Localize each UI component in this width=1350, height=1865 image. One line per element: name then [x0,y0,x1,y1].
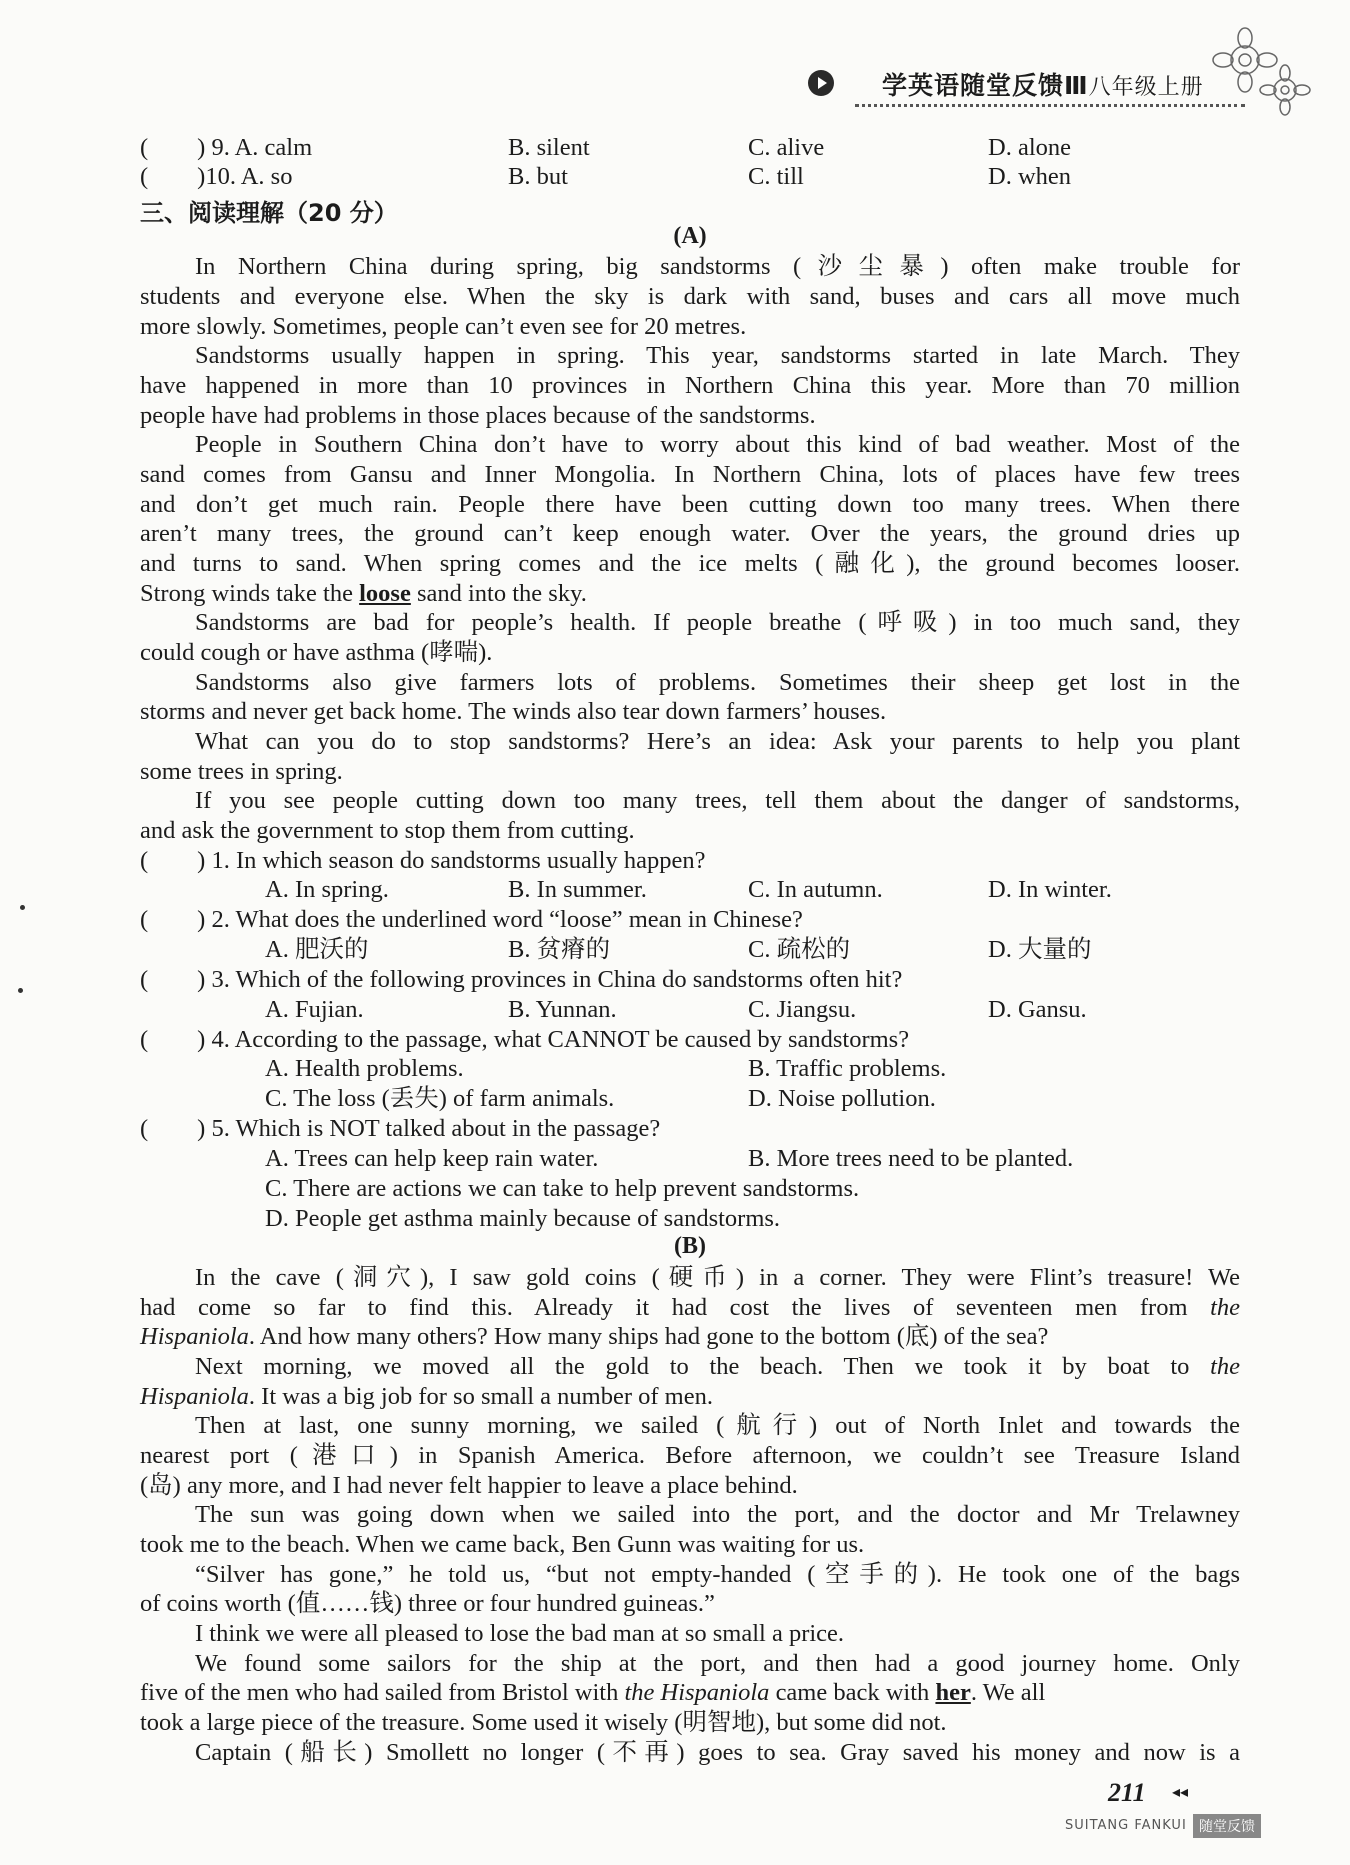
option-c: C. alive [748,134,825,161]
option-a: A. Trees can help keep rain water. [265,1145,599,1172]
section-3-title: 三、阅读理解（20 分） [140,199,398,227]
passage-line: aren’t many trees, the ground can’t keep enough water. Over the years, the ground dries up [140,520,1240,547]
option-c: C. till [748,163,804,190]
passage-line: I think we were all pleased to lose the bad man at so small a price. [195,1620,845,1647]
header-title: 学英语随堂反馈Ⅲ八年级上册 [882,71,1204,100]
question-stem: ( ) 3. Which of the following provinces in China do sandstorms often hit? [140,966,903,993]
passage-line: nearest port (港口) in Spanish America. Before afternoon, we couldn’t see Treasure Island [140,1442,1240,1469]
passage-line: In the cave (洞穴), I saw gold coins (硬币) in a corner. They were Flint’s treasure! We [195,1264,1240,1291]
passage-line: students and everyone else. When the sky is dark with sand, buses and cars all move much [140,283,1240,310]
passage-line: took me to the beach. When we came back, Ben Gunn was waiting for us. [140,1531,865,1558]
option-b: B. silent [508,134,590,161]
scan-mark [20,905,25,910]
question-stem: ( ) 4. According to the passage, what CANNOT be caused by sandstorms? [140,1026,910,1053]
page-number: 211 [1108,1778,1146,1807]
passage-line: took a large piece of the treasure. Some used it wisely (明智地), but some did not. [140,1709,947,1736]
passage-line: Sandstorms usually happen in spring. This year, sandstorms started in late March. They [195,342,1240,369]
option-d: D. In winter. [988,876,1112,903]
passage-line [140,1293,1240,1323]
option-d: D. Gansu. [988,996,1087,1023]
passage-line: and don’t get much rain. People there have been cutting down too many trees. When there [140,491,1240,518]
option-a: A. 肥沃的 [265,936,369,963]
option-d: D. Noise pollution. [748,1085,936,1112]
passage-line: and ask the government to stop them from cutting. [140,817,635,844]
italic-text: the [1210,1353,1241,1380]
option-c: C. There are actions we can take to help prevent sandstorms. [265,1175,860,1202]
passage-line: (岛) any more, and I had never felt happier to leave a place behind. [140,1472,798,1499]
footer-brand-en: SUITANG FANKUI [1065,1818,1187,1833]
text-run: sand into the sky. [416,580,587,607]
option-b: B. In summer. [508,876,647,903]
passage-a-label: (A) [673,223,707,249]
underlined-word-her: her [935,1679,971,1706]
header-subtitle: 八年级上册 [1088,75,1204,100]
footer-brand-cn: 随堂反馈 [1193,1814,1261,1838]
option-c: C. In autumn. [748,876,883,903]
passage-line: Sandstorms are bad for people’s health. If people breathe (呼吸) in too much sand, they [195,609,1240,636]
option-d: D. People get asthma mainly because of sandstorms. [265,1205,781,1232]
option-d: D. 大量的 [988,936,1092,963]
text-run: . We all [970,1679,1046,1706]
passage-line: Captain (船长) Smollett no longer (不再) goes to sea. Gray saved his money and now is a [195,1739,1240,1766]
passage-b-label: (B) [674,1233,706,1259]
option-c: C. 疏松的 [748,936,851,963]
passage-line: People in Southern China don’t have to worry about this kind of bad weather. Most of the [195,431,1240,458]
italic-text: the Hispaniola [624,1679,770,1706]
question-stem: ( ) 5. Which is NOT talked about in the passage? [140,1115,661,1142]
option-b: B. Traffic problems. [748,1055,947,1082]
arrow-left-icon: ◂◂ [1172,1784,1189,1801]
passage-line: Then at last, one sunny morning, we sailed (航行) out of North Inlet and towards the [195,1412,1240,1439]
text-run: . It was a big job for so small a number of men. [248,1383,713,1410]
passage-line: In Northern China during spring, big sandstorms (沙尘暴) often make trouble for [195,253,1240,280]
passage-line: storms and never get back home. The winds also tear down farmers’ houses. [140,698,887,725]
passage-line: sand comes from Gansu and Inner Mongolia. In Northern China, lots of places have few trees [140,461,1240,488]
passage-line [195,1352,1240,1382]
option-a: A. Health problems. [265,1055,464,1082]
passage-line: more slowly. Sometimes, people can’t even see for 20 metres. [140,313,747,340]
text-run: had come so far to find this. Already it had cost the lives of seventeen men from [140,1294,1188,1321]
flower-decoration-icon [1205,20,1315,125]
passage-line: What can you do to stop sandstorms? Here’s an idea: Ask your parents to help you plant [195,728,1240,755]
option-a: A. In spring. [265,876,389,903]
passage-line: If you see people cutting down too many trees, tell them about the danger of sandstorms, [195,787,1240,814]
option-d: D. when [988,163,1072,190]
passage-line: people have had problems in those places because of the sandstorms. [140,402,816,429]
passage-line: Sandstorms also give farmers lots of problems. Sometimes their sheep get lost in the [195,669,1240,696]
option-b: B. 贫瘠的 [508,936,611,963]
passage-line [140,579,587,609]
passage-line: We found some sailors for the ship at the port, and then had a good journey home. Only [195,1650,1240,1677]
play-icon [808,70,834,96]
text-run: Next morning, we moved all the gold to the beach. Then we took it by boat to [195,1353,1190,1380]
option-b: B. More trees need to be planted. [748,1145,1074,1172]
passage-line: have happened in more than 10 provinces in Northern China this year. More than 70 million [140,372,1240,399]
option-b: B. Yunnan. [508,996,617,1023]
question-stem: ( ) 1. In which season do sandstorms usually happen? [140,847,706,874]
passage-line: and turns to sand. When spring comes and the ice melts (融化), the ground becomes looser. [140,550,1240,577]
passage-line [140,1382,713,1412]
passage-line: could cough or have asthma (哮喘). [140,639,493,666]
passage-line: some trees in spring. [140,758,343,785]
passage-line: of coins worth (值……钱) three or four hundred guineas.” [140,1590,715,1617]
question-stem: ( )10. A. so [140,163,293,190]
passage-line [140,1678,1045,1708]
question-stem: ( ) 9. A. calm [140,134,313,161]
text-run: Strong winds take the [140,580,353,607]
italic-text: Hispaniola [140,1383,249,1410]
option-a: A. Fujian. [265,996,364,1023]
text-run: came back with [775,1679,930,1706]
italic-text: Hispaniola [140,1323,249,1350]
text-run: five of the men who had sailed from Bristol with [140,1679,619,1706]
header-divider [855,104,1245,107]
option-c: C. Jiangsu. [748,996,857,1023]
passage-line: “Silver has gone,” he told us, “but not empty-handed (空手的). He took one of the bags [195,1561,1240,1588]
text-run: . And how many others? How many ships had gone to the bottom (底) of the sea? [248,1323,1049,1350]
question-stem: ( ) 2. What does the underlined word “loose” mean in Chinese? [140,906,803,933]
passage-line: The sun was going down when we sailed into the port, and the doctor and Mr Trelawney [195,1501,1240,1528]
passage-line [140,1322,1048,1352]
italic-text: the [1210,1294,1241,1321]
option-c: C. The loss (丢失) of farm animals. [265,1085,615,1112]
scan-mark [18,988,23,993]
option-d: D. alone [988,134,1071,161]
underlined-word-loose: loose [359,580,411,607]
option-b: B. but [508,163,568,190]
